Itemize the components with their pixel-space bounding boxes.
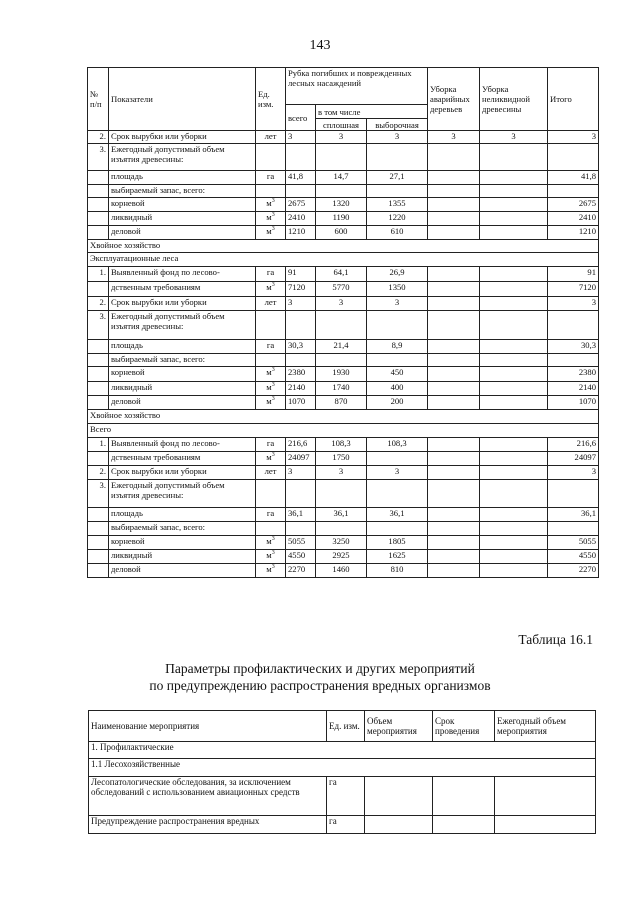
header-annual-volume: Ежегодный объем мероприятия [495, 711, 596, 742]
row-value: 2925 [316, 550, 367, 564]
row-indicator: корневой [109, 198, 256, 212]
row-unit: $м^3$ [256, 536, 286, 550]
row-unit [256, 354, 286, 367]
measure-value [433, 777, 495, 816]
row-value: 1355 [367, 198, 428, 212]
row-value [428, 267, 480, 282]
row-value: 3 [428, 131, 480, 144]
header-selective: выборочная [367, 119, 428, 131]
row-value: 3 [548, 131, 599, 144]
section-label: Всего [88, 424, 599, 438]
row-value: 2270 [548, 564, 599, 578]
row-indicator: деловой [109, 396, 256, 410]
header-nonliquid: Уборка неликвидной древесины [480, 68, 548, 131]
table-row [89, 742, 596, 759]
measure-value [495, 777, 596, 816]
row-value: 1625 [367, 550, 428, 564]
row-indicator: выбираемый запас, всего: [109, 185, 256, 198]
row-value: 1350 [367, 282, 428, 297]
row-value [480, 171, 548, 185]
section-label: Эксплуатационные леса [88, 253, 599, 267]
table-title [0, 660, 640, 694]
row-value [480, 340, 548, 354]
row-number [88, 354, 109, 367]
row-value: 3 [316, 297, 367, 311]
row-value: 1805 [367, 536, 428, 550]
row-value [316, 311, 367, 340]
row-indicator: дственным требованиям [109, 452, 256, 466]
row-value [480, 226, 548, 240]
row-value [548, 144, 599, 171]
header-felling: Рубка погибших и поврежденных лесных насаждений [286, 68, 428, 105]
row-value: 24097 [548, 452, 599, 466]
table-row [88, 410, 599, 424]
row-value [428, 550, 480, 564]
row-value: 1190 [316, 212, 367, 226]
table-row [89, 759, 596, 777]
row-value: 4550 [286, 550, 316, 564]
table-row [88, 396, 599, 410]
row-value: 3 [286, 466, 316, 480]
row-unit: $м^3$ [256, 198, 286, 212]
row-unit: $м^3$ [256, 452, 286, 466]
table-row [88, 564, 599, 578]
table-row [88, 438, 599, 452]
row-value [428, 367, 480, 382]
row-value [480, 367, 548, 382]
table-row [88, 536, 599, 550]
row-value: 2410 [286, 212, 316, 226]
row-number: 1. [88, 438, 109, 452]
row-value: 2675 [548, 198, 599, 212]
table-row [88, 550, 599, 564]
row-value: 41,8 [548, 171, 599, 185]
row-value [480, 311, 548, 340]
row-value: 108,3 [316, 438, 367, 452]
row-value [480, 198, 548, 212]
row-unit: га [256, 438, 286, 452]
row-value: 1220 [367, 212, 428, 226]
row-value: 2675 [286, 198, 316, 212]
row-value: 1460 [316, 564, 367, 578]
header-measure-name: Наименование мероприятия [89, 711, 327, 742]
row-value [548, 522, 599, 536]
row-indicator: ликвидный [109, 550, 256, 564]
section-label: 1. Профилактические [89, 742, 596, 759]
row-value: 5055 [548, 536, 599, 550]
row-unit: $м^3$ [256, 564, 286, 578]
row-value [286, 144, 316, 171]
row-unit: $м^3$ [256, 367, 286, 382]
header-total: всего [286, 105, 316, 131]
row-value: 7120 [286, 282, 316, 297]
row-value [367, 522, 428, 536]
row-value: 4550 [548, 550, 599, 564]
row-value [480, 550, 548, 564]
row-number [88, 396, 109, 410]
row-value [367, 452, 428, 466]
row-value: 30,3 [548, 340, 599, 354]
header-no: № п/п [88, 68, 109, 131]
section-label: Хвойное хозяйство [88, 240, 599, 253]
row-value: 1210 [548, 226, 599, 240]
row-value [480, 480, 548, 508]
header-sum: Итого [548, 68, 599, 131]
row-unit [256, 144, 286, 171]
row-indicator: Ежегодный допустимый объем изъятия древесины: [109, 480, 256, 508]
header-emergency: Уборка аварийных деревьев [428, 68, 480, 131]
row-number [88, 536, 109, 550]
row-value [316, 480, 367, 508]
row-value [428, 212, 480, 226]
table-row [88, 212, 599, 226]
table-row [88, 297, 599, 311]
table-row [89, 777, 596, 816]
row-value: 2410 [548, 212, 599, 226]
row-number [88, 522, 109, 536]
row-number [88, 226, 109, 240]
row-value: 3 [548, 297, 599, 311]
forest-indicators-table [87, 67, 599, 578]
row-indicator: Ежегодный допустимый объем изъятия древесины: [109, 311, 256, 340]
row-number: 2. [88, 466, 109, 480]
row-value [428, 522, 480, 536]
row-indicator: Выявленный фонд по лесово- [109, 438, 256, 452]
header-term: Срок проведения [433, 711, 495, 742]
row-indicator: дственным требованиям [109, 282, 256, 297]
row-value: 1740 [316, 382, 367, 396]
row-value: 3 [316, 131, 367, 144]
row-value: 41,8 [286, 171, 316, 185]
row-value [480, 508, 548, 522]
row-number [88, 564, 109, 578]
table-row [88, 198, 599, 212]
table-row [88, 508, 599, 522]
row-value: 3 [286, 131, 316, 144]
row-value [286, 354, 316, 367]
row-number [88, 340, 109, 354]
row-value: 1070 [286, 396, 316, 410]
row-value [428, 382, 480, 396]
row-indicator: ликвидный [109, 382, 256, 396]
page-number: 143 [309, 38, 331, 53]
row-value [480, 212, 548, 226]
row-unit [256, 185, 286, 198]
row-value [367, 480, 428, 508]
row-indicator: ликвидный [109, 212, 256, 226]
table-row [88, 311, 599, 340]
row-indicator: Срок вырубки или уборки [109, 466, 256, 480]
row-value: 810 [367, 564, 428, 578]
row-value [428, 466, 480, 480]
row-value: 3 [367, 466, 428, 480]
row-value [480, 354, 548, 367]
row-indicator: Выявленный фонд по лесово- [109, 267, 256, 282]
row-unit: га [256, 340, 286, 354]
row-value: 2140 [286, 382, 316, 396]
row-value: 3 [548, 466, 599, 480]
row-indicator: Срок вырубки или уборки [109, 297, 256, 311]
row-value [316, 144, 367, 171]
row-unit [256, 311, 286, 340]
row-value [480, 522, 548, 536]
row-value: 870 [316, 396, 367, 410]
row-value [286, 185, 316, 198]
header-unit: Ед. изм. [327, 711, 365, 742]
row-value [480, 438, 548, 452]
table-row [88, 144, 599, 171]
measure-unit: га [327, 816, 365, 834]
table-row [88, 171, 599, 185]
header-including: в том числе [316, 105, 428, 119]
row-unit: $м^3$ [256, 282, 286, 297]
row-value [548, 354, 599, 367]
row-number [88, 452, 109, 466]
measure-value [433, 816, 495, 834]
row-value: 5770 [316, 282, 367, 297]
row-value: 216,6 [548, 438, 599, 452]
row-number [88, 171, 109, 185]
row-indicator: площадь [109, 340, 256, 354]
row-value [480, 282, 548, 297]
row-value [428, 144, 480, 171]
table-caption: Таблица 16.1 [518, 632, 593, 647]
row-indicator: деловой [109, 564, 256, 578]
row-value [480, 564, 548, 578]
row-indicator: выбираемый запас, всего: [109, 354, 256, 367]
measure-unit: га [327, 777, 365, 816]
row-value [428, 185, 480, 198]
row-value: 3 [316, 466, 367, 480]
measure-value [365, 816, 433, 834]
row-value [428, 297, 480, 311]
row-value [480, 144, 548, 171]
row-number: 2. [88, 131, 109, 144]
row-number: 3. [88, 144, 109, 171]
row-value [480, 185, 548, 198]
row-number [88, 367, 109, 382]
row-unit: га [256, 508, 286, 522]
row-value: 2380 [286, 367, 316, 382]
measure-value [365, 777, 433, 816]
row-value: 600 [316, 226, 367, 240]
table-row [88, 424, 599, 438]
row-value [480, 466, 548, 480]
row-value: 1750 [316, 452, 367, 466]
row-value [316, 354, 367, 367]
row-value: 2380 [548, 367, 599, 382]
row-unit: $м^3$ [256, 550, 286, 564]
row-value: 3 [367, 131, 428, 144]
table-title-line: Параметры профилактических и других мероприятий [165, 661, 475, 676]
row-value: 21,4 [316, 340, 367, 354]
row-unit: лет [256, 466, 286, 480]
row-value [428, 438, 480, 452]
row-value: 27,1 [367, 171, 428, 185]
row-value: 36,1 [548, 508, 599, 522]
row-value [480, 452, 548, 466]
header-clear: сплошная [316, 119, 367, 131]
row-value: 36,1 [316, 508, 367, 522]
section-label: Хвойное хозяйство [88, 410, 599, 424]
measure-name: Лесопатологические обследования, за исключением обследований с использованием авиационных средств [89, 777, 327, 816]
row-value [428, 354, 480, 367]
row-value: 26,9 [367, 267, 428, 282]
row-value: 14,7 [316, 171, 367, 185]
row-indicator: корневой [109, 536, 256, 550]
row-value: 1320 [316, 198, 367, 212]
row-value: 36,1 [286, 508, 316, 522]
row-value [428, 508, 480, 522]
table-row [88, 466, 599, 480]
row-number [88, 508, 109, 522]
row-value [367, 311, 428, 340]
row-value: 2140 [548, 382, 599, 396]
row-value [428, 226, 480, 240]
table-row [88, 382, 599, 396]
row-value: 36,1 [367, 508, 428, 522]
row-value: 1210 [286, 226, 316, 240]
row-value: 3 [480, 131, 548, 144]
row-unit: лет [256, 131, 286, 144]
table-row [88, 240, 599, 253]
row-unit: га [256, 267, 286, 282]
row-value: 8,9 [367, 340, 428, 354]
row-value: 30,3 [286, 340, 316, 354]
row-value [428, 171, 480, 185]
row-number [88, 282, 109, 297]
header-volume: Объем мероприятия [365, 711, 433, 742]
row-value: 2270 [286, 564, 316, 578]
row-value [286, 480, 316, 508]
row-value: 3 [367, 297, 428, 311]
row-unit: $м^3$ [256, 382, 286, 396]
measure-value [495, 816, 596, 834]
row-indicator: площадь [109, 171, 256, 185]
row-value: 450 [367, 367, 428, 382]
row-value [367, 185, 428, 198]
row-value [480, 382, 548, 396]
table-title-line: по предупреждению распространения вредных организмов [149, 678, 491, 693]
table-row [88, 185, 599, 198]
row-value: 108,3 [367, 438, 428, 452]
row-value [428, 198, 480, 212]
section-label: 1.1 Лесохозяйственные [89, 759, 596, 777]
row-value [548, 185, 599, 198]
row-value [428, 282, 480, 297]
table-row [88, 226, 599, 240]
row-value: 91 [286, 267, 316, 282]
table-row [88, 267, 599, 282]
row-value: 5055 [286, 536, 316, 550]
row-value [428, 480, 480, 508]
row-unit: $м^3$ [256, 212, 286, 226]
measure-name: Предупреждение распространения вредных [89, 816, 327, 834]
row-number [88, 198, 109, 212]
row-value: 400 [367, 382, 428, 396]
row-number: 1. [88, 267, 109, 282]
table-row [88, 480, 599, 508]
row-unit: га [256, 171, 286, 185]
row-value [480, 297, 548, 311]
row-value [367, 354, 428, 367]
measures-table [88, 710, 596, 834]
row-number [88, 212, 109, 226]
row-value [480, 536, 548, 550]
header-unit: Ед. изм. [256, 68, 286, 131]
row-unit: $м^3$ [256, 396, 286, 410]
row-value [367, 144, 428, 171]
header-indicators: Показатели [109, 68, 256, 131]
table-row [89, 816, 596, 834]
row-value [428, 396, 480, 410]
row-unit [256, 522, 286, 536]
row-value: 610 [367, 226, 428, 240]
row-value [428, 340, 480, 354]
row-unit: лет [256, 297, 286, 311]
row-value: 91 [548, 267, 599, 282]
table-row [88, 131, 599, 144]
row-value: 64,1 [316, 267, 367, 282]
row-value: 24097 [286, 452, 316, 466]
row-number: 3. [88, 480, 109, 508]
row-unit [256, 480, 286, 508]
row-value [548, 311, 599, 340]
row-value [428, 564, 480, 578]
table-row [88, 340, 599, 354]
table-row [88, 367, 599, 382]
row-number [88, 550, 109, 564]
row-value: 3 [286, 297, 316, 311]
row-value: 200 [367, 396, 428, 410]
row-value: 3250 [316, 536, 367, 550]
row-indicator: Ежегодный допустимый объем изъятия древесины: [109, 144, 256, 171]
table-row [88, 522, 599, 536]
row-indicator: площадь [109, 508, 256, 522]
row-value: 7120 [548, 282, 599, 297]
row-value [548, 480, 599, 508]
row-value [428, 452, 480, 466]
row-number [88, 382, 109, 396]
row-value [480, 396, 548, 410]
row-indicator: деловой [109, 226, 256, 240]
row-indicator: выбираемый запас, всего: [109, 522, 256, 536]
table-row [88, 253, 599, 267]
row-value [286, 311, 316, 340]
table-row [88, 354, 599, 367]
row-unit: $м^3$ [256, 226, 286, 240]
row-indicator: Срок вырубки или уборки [109, 131, 256, 144]
row-value [286, 522, 316, 536]
row-value: 1070 [548, 396, 599, 410]
table-row [88, 452, 599, 466]
table-row [88, 282, 599, 297]
row-number [88, 185, 109, 198]
row-value [480, 267, 548, 282]
row-number: 3. [88, 311, 109, 340]
row-number: 2. [88, 297, 109, 311]
row-value [428, 536, 480, 550]
row-value [428, 311, 480, 340]
row-value: 216,6 [286, 438, 316, 452]
row-value [316, 185, 367, 198]
row-indicator: корневой [109, 367, 256, 382]
row-value [316, 522, 367, 536]
row-value: 1930 [316, 367, 367, 382]
